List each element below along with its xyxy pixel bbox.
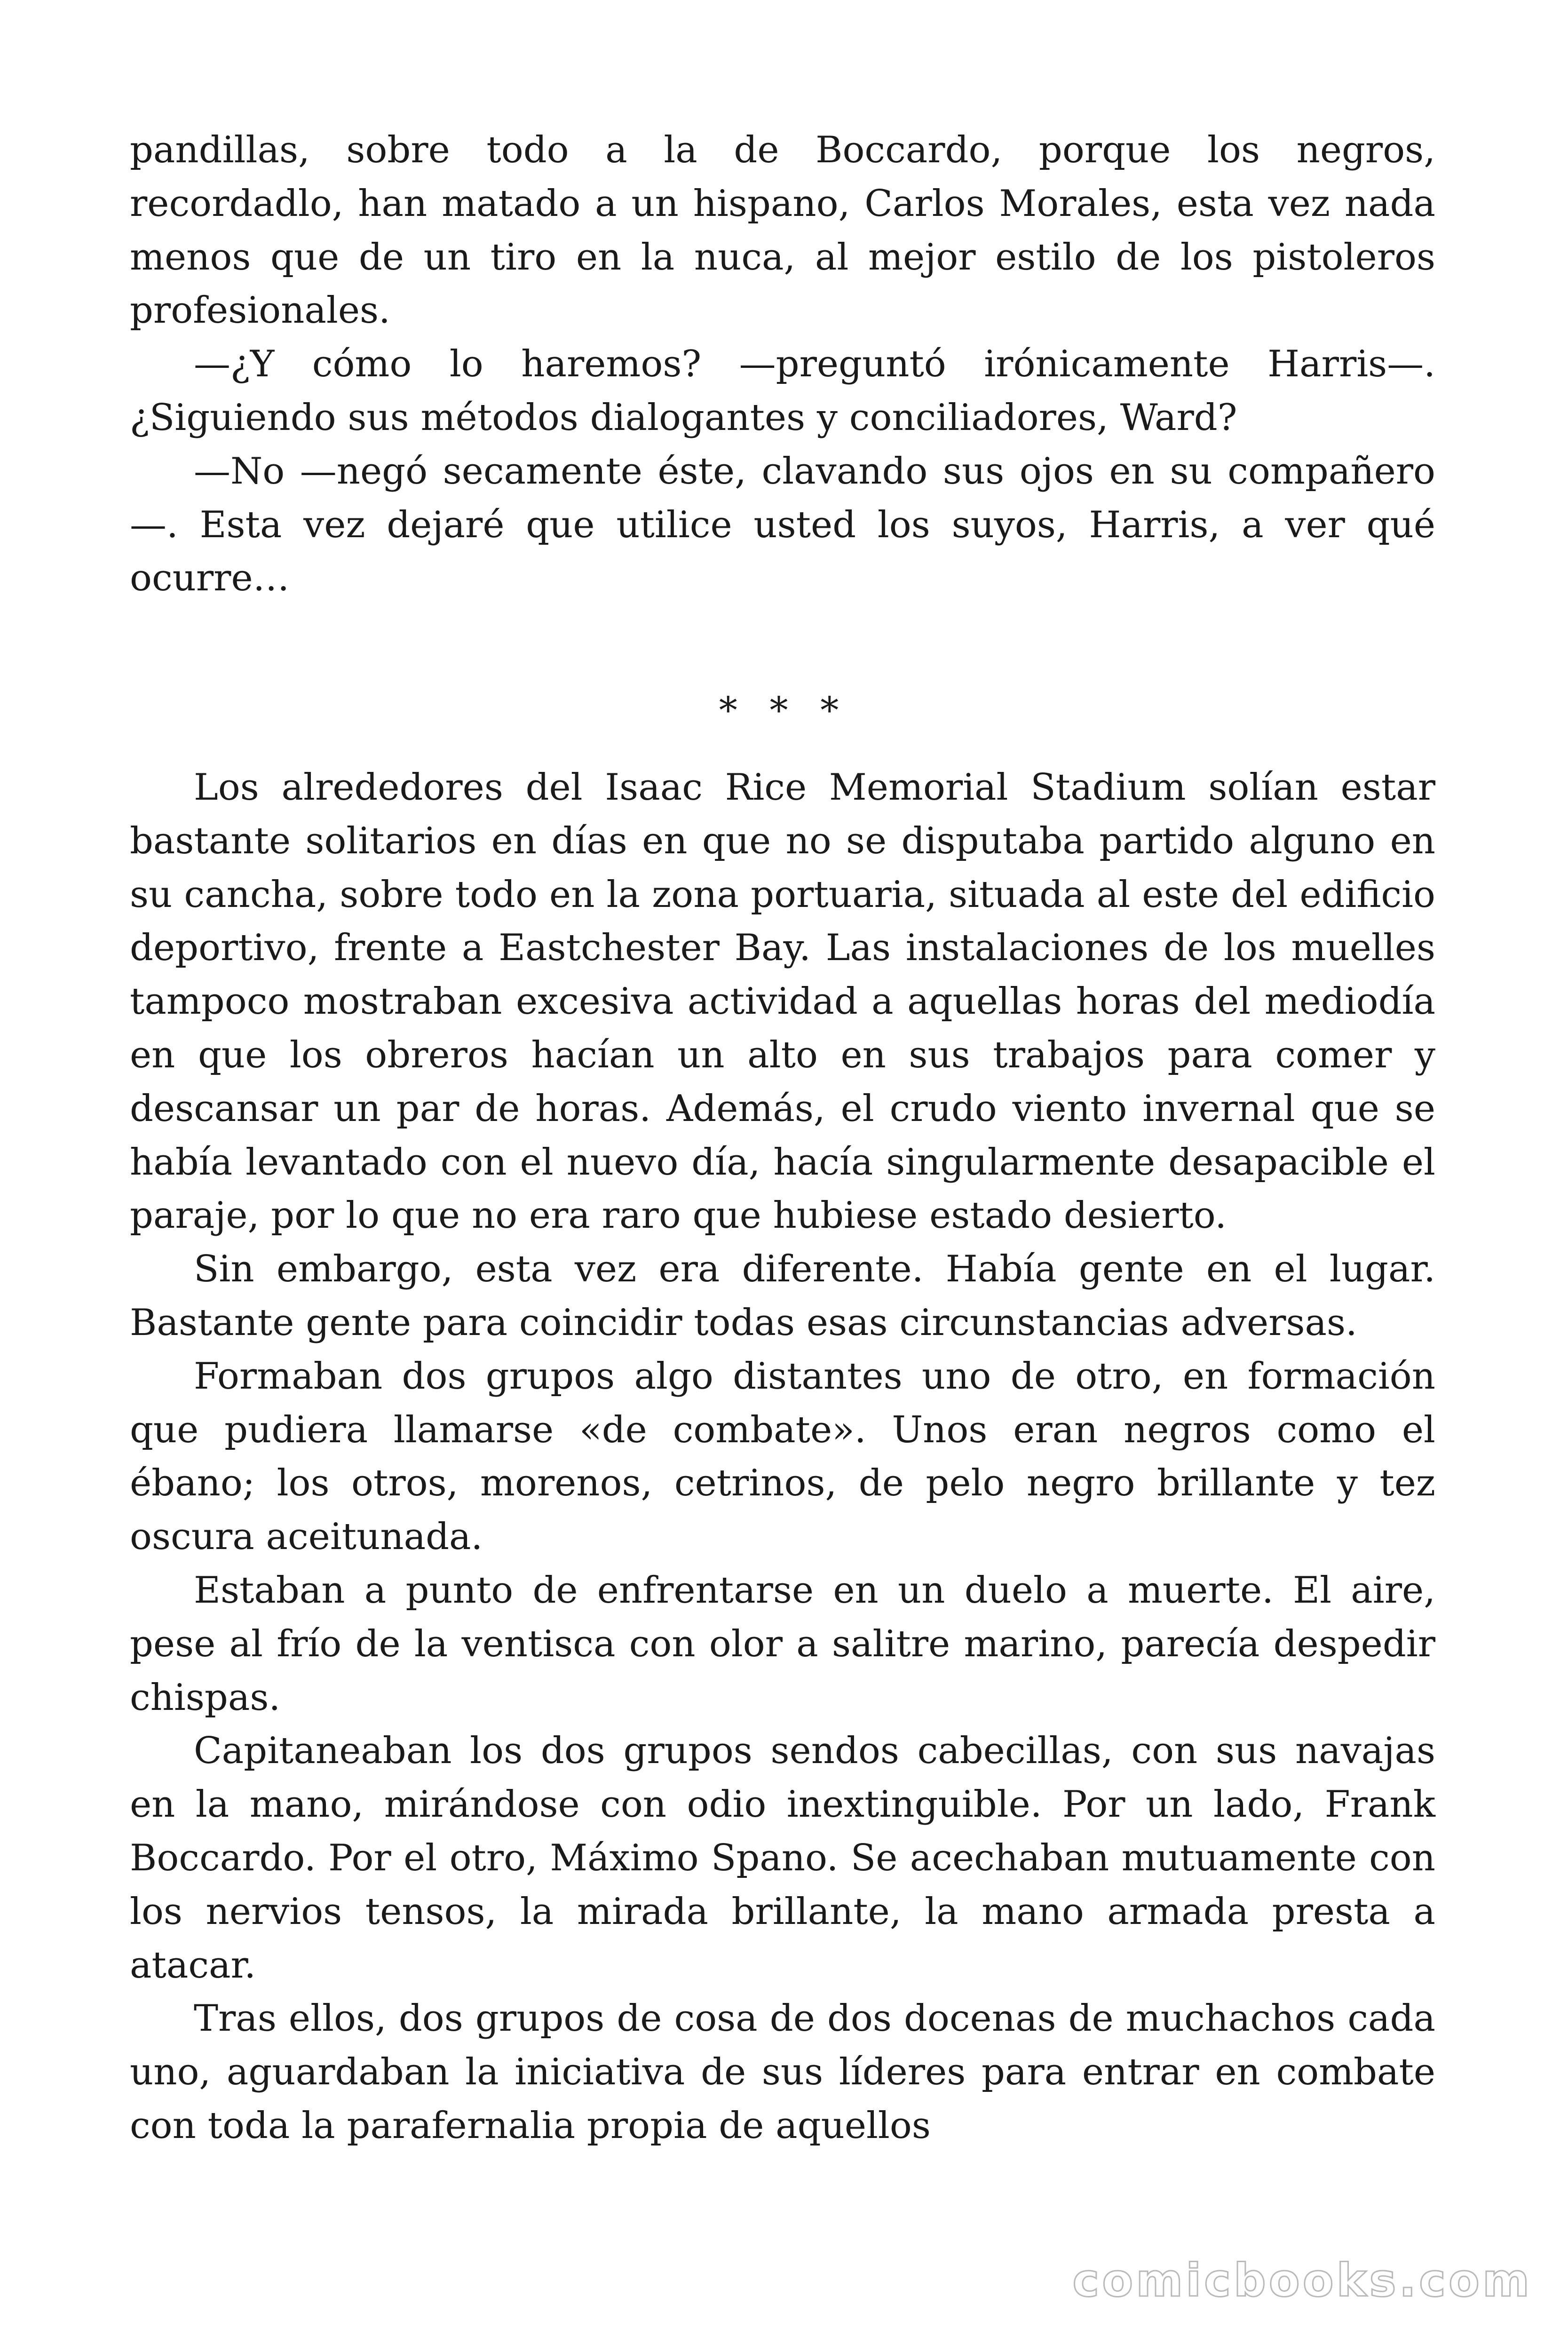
paragraph: Tras ellos, dos grupos de cosa de dos docenas de muchachos cada uno, aguardaban la iniciativa de sus líderes para entrar en combate con toda la parafernalia propia de aquellos xyxy=(130,1997,1435,2147)
paragraph: Estaban a punto de enfrentarse en un duelo a muerte. El aire, pese al frío de la ventisca con olor a salitre marino, parecía despedir chispas. xyxy=(130,1569,1435,1719)
paragraph: Los alrededores del Isaac Rice Memorial Stadium solían estar bastante solitarios en días en que no se disputaba partido alguno en su cancha, sobre todo en la zona portuaria, situada al este del edificio deportivo, frente a Eastchester Bay. Las instalaciones de los muelles tampoco mostraban excesiva actividad a aquellas horas del mediodía en que los obreros hacían un alto en sus trabajos para comer y descansar un par de horas. Además, el crudo viento invernal que se había levantado con el nuevo día, hacía singularmente desapacible el paraje, por lo que no era raro que hubiese estado desierto. xyxy=(130,766,1435,1237)
paragraph: —¿Y cómo lo haremos? —preguntó irónicamente Harris—. ¿Siguiendo sus métodos dialogantes y conciliadores, Ward? xyxy=(130,343,1435,439)
paragraph: Capitaneaban los dos grupos sendos cabecillas, con sus navajas en la mano, mirándose con odio inextinguible. Por un lado, Frank Boccardo. Por el otro, Máximo Spano. Se acechaban mutuamente con los nervios tensos, la mirada brillante, la mano armada presta a atacar. xyxy=(130,1730,1435,1986)
text-block-top xyxy=(130,124,1435,605)
paragraph: Formaban dos grupos algo distantes uno de otro, en formación que pudiera llamarse «de combate». Unos eran negros como el ébano; los otros, morenos, cetrinos, de pelo negro brillante y tez oscura aceitunada. xyxy=(130,1355,1435,1558)
paragraph: Sin embargo, esta vez era diferente. Había gente en el lugar. Bastante gente para coincidir todas esas circunstancias adversas. xyxy=(130,1248,1435,1344)
section-separator: * * * xyxy=(719,690,849,732)
paragraph: —No —negó secamente éste, clavando sus ojos en su compañero —. Esta vez dejaré que utilice usted los suyos, Harris, a ver qué ocurre… xyxy=(130,450,1435,600)
paragraph: pandillas, sobre todo a la de Boccardo, porque los negros, recordadlo, han matado a un hispano, Carlos Morales, esta vez nada menos que de un tiro en la nuca, al mejor estilo de los pistoleros profesionales. xyxy=(130,129,1435,332)
watermark: comicbooks.com xyxy=(1072,2254,1532,2307)
text-block-main xyxy=(130,761,1435,2153)
